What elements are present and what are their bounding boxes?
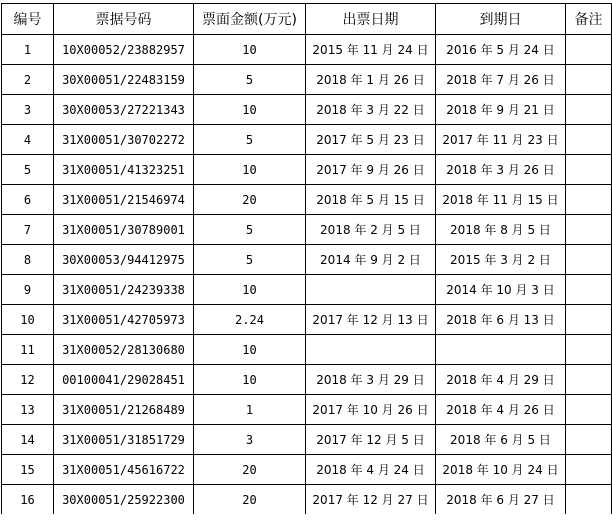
cell-remarks xyxy=(566,485,612,515)
cell-bill-number: 31X00052/28130680 xyxy=(54,335,194,365)
cell-remarks xyxy=(566,305,612,335)
cell-bill-number: 31X00051/45616722 xyxy=(54,455,194,485)
cell-row-number: 14 xyxy=(2,425,54,455)
cell-issue-date: 2018 年 2 月 5 日 xyxy=(306,215,436,245)
cell-amount: 5 xyxy=(194,125,306,155)
header-bill-number: 票据号码 xyxy=(54,4,194,35)
cell-amount: 10 xyxy=(194,365,306,395)
cell-bill-number: 31X00051/21268489 xyxy=(54,395,194,425)
cell-remarks xyxy=(566,335,612,365)
cell-issue-date: 2018 年 5 月 15 日 xyxy=(306,185,436,215)
table-row xyxy=(2,65,612,95)
cell-amount: 10 xyxy=(194,275,306,305)
cell-bill-number: 31X00051/31851729 xyxy=(54,425,194,455)
cell-issue-date xyxy=(306,335,436,365)
table-row xyxy=(2,395,612,425)
cell-bill-number: 31X00051/24239338 xyxy=(54,275,194,305)
cell-row-number: 10 xyxy=(2,305,54,335)
cell-amount: 20 xyxy=(194,455,306,485)
cell-row-number: 6 xyxy=(2,185,54,215)
cell-bill-number: 31X00051/30702272 xyxy=(54,125,194,155)
cell-due-date: 2014 年 10 月 3 日 xyxy=(436,275,566,305)
cell-remarks xyxy=(566,245,612,275)
cell-remarks xyxy=(566,35,612,65)
cell-issue-date: 2018 年 3 月 22 日 xyxy=(306,95,436,125)
cell-due-date: 2018 年 4 月 26 日 xyxy=(436,395,566,425)
cell-bill-number: 10X00052/23882957 xyxy=(54,35,194,65)
header-no: 编号 xyxy=(2,4,54,35)
table-row xyxy=(2,245,612,275)
cell-row-number: 16 xyxy=(2,485,54,515)
cell-issue-date: 2014 年 9 月 2 日 xyxy=(306,245,436,275)
cell-due-date: 2018 年 6 月 5 日 xyxy=(436,425,566,455)
cell-issue-date: 2015 年 11 月 24 日 xyxy=(306,35,436,65)
table-row xyxy=(2,35,612,65)
cell-due-date: 2018 年 9 月 21 日 xyxy=(436,95,566,125)
table-row xyxy=(2,485,612,515)
cell-row-number: 4 xyxy=(2,125,54,155)
cell-due-date: 2016 年 5 月 24 日 xyxy=(436,35,566,65)
cell-issue-date: 2017 年 12 月 13 日 xyxy=(306,305,436,335)
header-row xyxy=(2,4,612,35)
cell-bill-number: 31X00051/41323251 xyxy=(54,155,194,185)
cell-row-number: 3 xyxy=(2,95,54,125)
cell-row-number: 8 xyxy=(2,245,54,275)
cell-due-date: 2018 年 3 月 26 日 xyxy=(436,155,566,185)
table-row xyxy=(2,455,612,485)
cell-remarks xyxy=(566,95,612,125)
bill-table xyxy=(1,3,612,514)
header-issue-date: 出票日期 xyxy=(306,4,436,35)
cell-row-number: 11 xyxy=(2,335,54,365)
header-due-date: 到期日 xyxy=(436,4,566,35)
cell-bill-number: 31X00051/21546974 xyxy=(54,185,194,215)
cell-remarks xyxy=(566,395,612,425)
header-amount: 票面金额(万元) xyxy=(194,4,306,35)
cell-issue-date: 2017 年 9 月 26 日 xyxy=(306,155,436,185)
cell-remarks xyxy=(566,185,612,215)
cell-amount: 20 xyxy=(194,185,306,215)
table-row xyxy=(2,155,612,185)
cell-due-date: 2018 年 11 月 15 日 xyxy=(436,185,566,215)
cell-row-number: 12 xyxy=(2,365,54,395)
cell-due-date: 2018 年 7 月 26 日 xyxy=(436,65,566,95)
cell-due-date: 2018 年 6 月 27 日 xyxy=(436,485,566,515)
cell-bill-number: 31X00051/30789001 xyxy=(54,215,194,245)
cell-bill-number: 30X00051/25922300 xyxy=(54,485,194,515)
cell-amount: 20 xyxy=(194,485,306,515)
table-row xyxy=(2,185,612,215)
cell-remarks xyxy=(566,365,612,395)
cell-remarks xyxy=(566,215,612,245)
table-row xyxy=(2,305,612,335)
cell-issue-date: 2017 年 12 月 5 日 xyxy=(306,425,436,455)
cell-amount: 3 xyxy=(194,425,306,455)
cell-issue-date: 2018 年 1 月 26 日 xyxy=(306,65,436,95)
cell-bill-number: 30X00051/22483159 xyxy=(54,65,194,95)
cell-amount: 10 xyxy=(194,95,306,125)
cell-bill-number: 00100041/29028451 xyxy=(54,365,194,395)
cell-row-number: 13 xyxy=(2,395,54,425)
cell-bill-number: 30X00053/27221343 xyxy=(54,95,194,125)
cell-amount: 10 xyxy=(194,335,306,365)
table-body xyxy=(2,35,612,515)
cell-due-date: 2018 年 4 月 29 日 xyxy=(436,365,566,395)
cell-due-date: 2015 年 3 月 2 日 xyxy=(436,245,566,275)
cell-remarks xyxy=(566,125,612,155)
cell-remarks xyxy=(566,275,612,305)
cell-issue-date: 2017 年 5 月 23 日 xyxy=(306,125,436,155)
cell-remarks xyxy=(566,425,612,455)
cell-issue-date: 2018 年 3 月 29 日 xyxy=(306,365,436,395)
cell-issue-date xyxy=(306,275,436,305)
cell-amount: 10 xyxy=(194,155,306,185)
cell-due-date: 2018 年 6 月 13 日 xyxy=(436,305,566,335)
cell-amount: 2.24 xyxy=(194,305,306,335)
table-row xyxy=(2,125,612,155)
cell-remarks xyxy=(566,155,612,185)
cell-row-number: 15 xyxy=(2,455,54,485)
table-row xyxy=(2,365,612,395)
cell-remarks xyxy=(566,455,612,485)
cell-row-number: 9 xyxy=(2,275,54,305)
cell-amount: 5 xyxy=(194,65,306,95)
cell-row-number: 1 xyxy=(2,35,54,65)
cell-amount: 5 xyxy=(194,245,306,275)
cell-amount: 10 xyxy=(194,35,306,65)
cell-issue-date: 2018 年 4 月 24 日 xyxy=(306,455,436,485)
cell-due-date: 2018 年 8 月 5 日 xyxy=(436,215,566,245)
cell-row-number: 5 xyxy=(2,155,54,185)
table-row xyxy=(2,275,612,305)
cell-row-number: 2 xyxy=(2,65,54,95)
cell-remarks xyxy=(566,65,612,95)
table-row xyxy=(2,95,612,125)
cell-issue-date: 2017 年 10 月 26 日 xyxy=(306,395,436,425)
cell-amount: 1 xyxy=(194,395,306,425)
cell-amount: 5 xyxy=(194,215,306,245)
cell-due-date xyxy=(436,335,566,365)
table-row xyxy=(2,335,612,365)
header-remarks: 备注 xyxy=(566,4,612,35)
table-row xyxy=(2,425,612,455)
cell-row-number: 7 xyxy=(2,215,54,245)
cell-issue-date: 2017 年 12 月 27 日 xyxy=(306,485,436,515)
cell-bill-number: 31X00051/42705973 xyxy=(54,305,194,335)
cell-bill-number: 30X00053/94412975 xyxy=(54,245,194,275)
table-row xyxy=(2,215,612,245)
cell-due-date: 2017 年 11 月 23 日 xyxy=(436,125,566,155)
cell-due-date: 2018 年 10 月 24 日 xyxy=(436,455,566,485)
